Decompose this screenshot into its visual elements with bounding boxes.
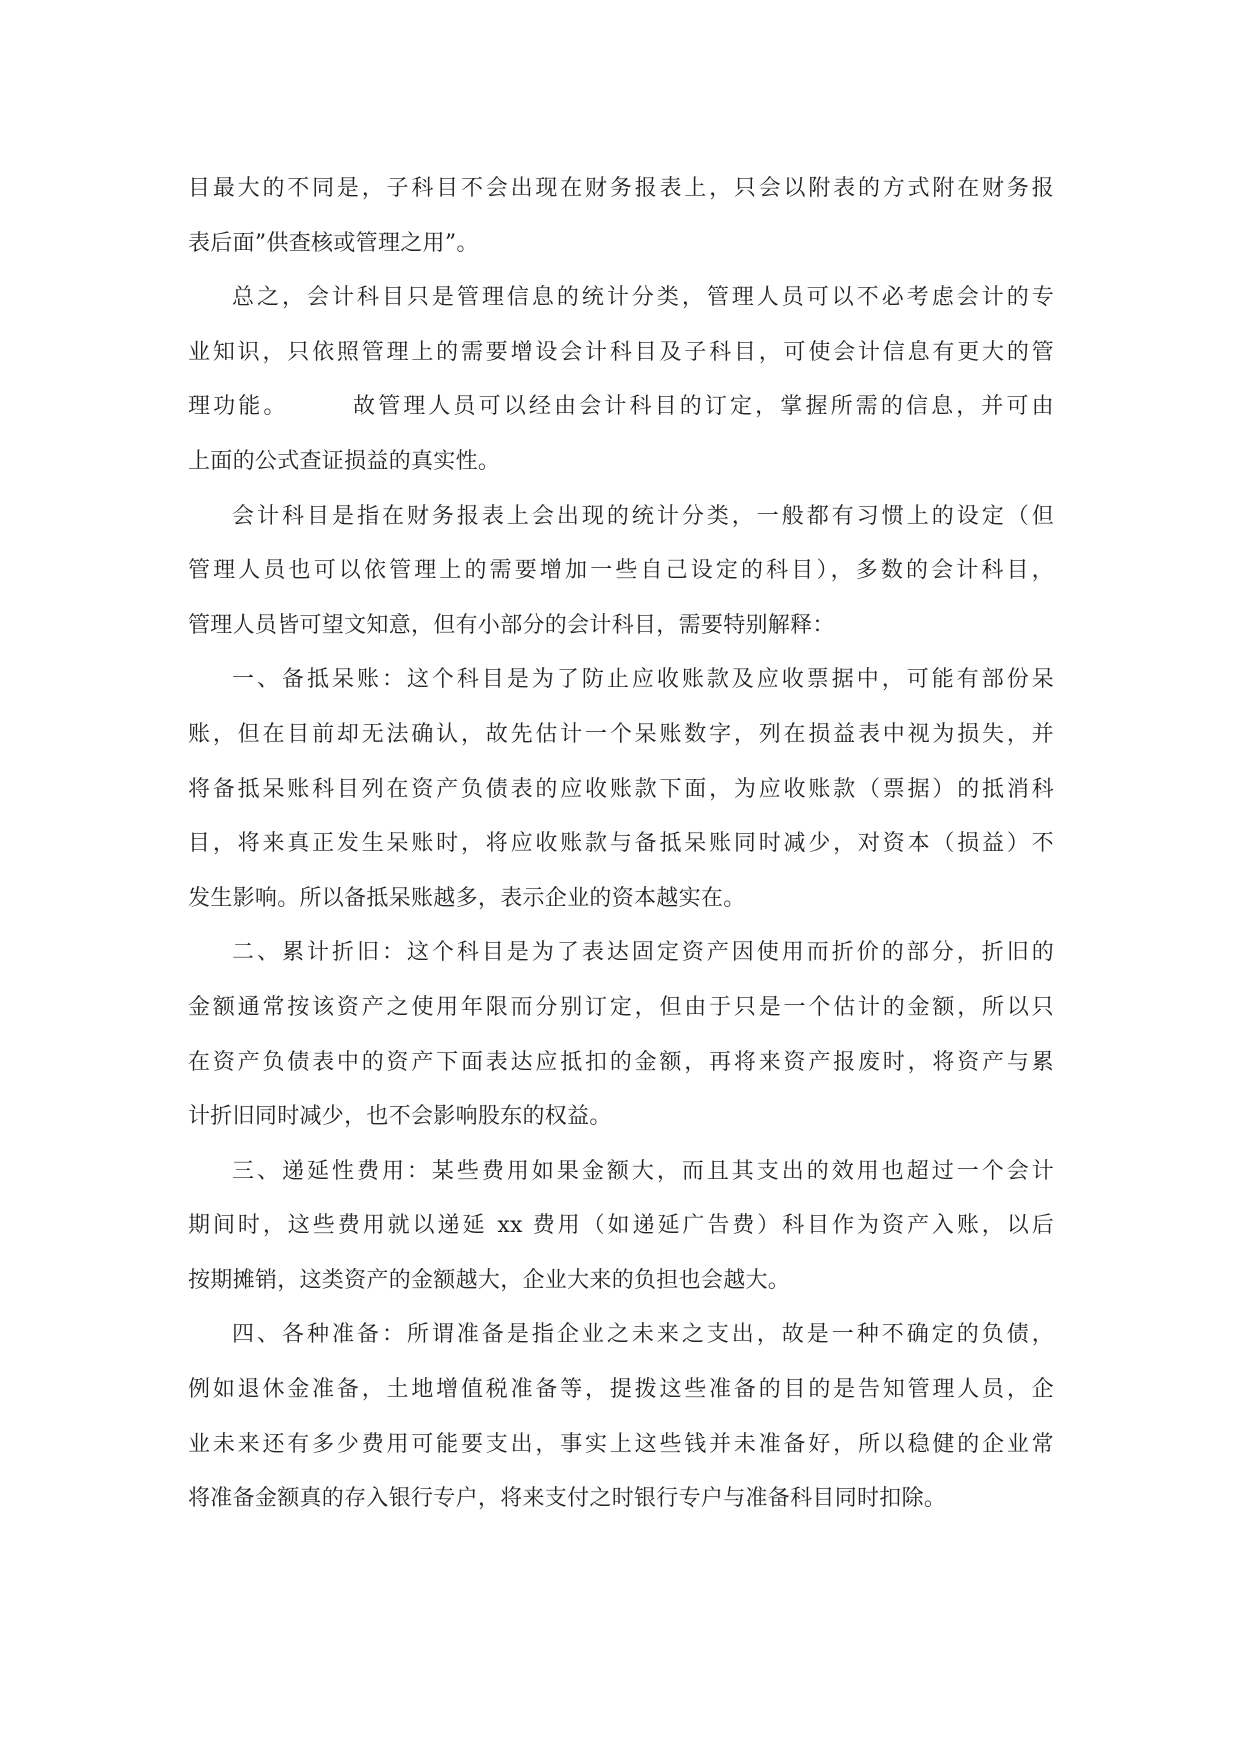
- paragraph-allowance-bad-debts: [188, 653, 1054, 926]
- paragraph-deferred-expenses: [188, 1145, 1054, 1309]
- text-line: 三、递延性费用：某些费用如果金额大，而且其支出的效用也超过一个会计: [232, 1158, 1054, 1184]
- paragraph-reserves: [188, 1308, 1054, 1526]
- text-line: 账，但在目前却无法确认，故先估计一个呆账数字，列在损益表中视为损失，并: [188, 721, 1054, 747]
- document-body: [188, 162, 1054, 1527]
- text-line: 管理人员也可以依管理上的需要增加一些自己设定的科目），多数的会计科目，: [188, 558, 1054, 584]
- text-line: 按期摊销，这类资产的金额越大，企业大来的负担也会越大。: [188, 1267, 791, 1293]
- text-line: 目，将来真正发生呆账时，将应收账款与备抵呆账同时减少，对资本（损益）不: [188, 831, 1054, 857]
- text-line: 目最大的不同是，子科目不会出现在财务报表上，只会以附表的方式附在财务报: [188, 176, 1054, 201]
- text-line: 会计科目是指在财务报表上会出现的统计分类，一般都有习惯上的设定（但: [232, 503, 1054, 529]
- text-line: 管理人员皆可望文知意，但有小部分的会计科目，需要特别解释：: [188, 612, 835, 638]
- text-line: 业未来还有多少费用可能要支出，事实上这些钱并未准备好，所以稳健的企业常: [188, 1431, 1054, 1457]
- text-line: 在资产负债表中的资产下面表达应抵扣的金额，再将来资产报废时，将资产与累: [188, 1049, 1054, 1075]
- text-line: 期间时，这些费用就以递延 xx 费用（如递延广告费）科目作为资产入账，以后: [188, 1213, 1054, 1239]
- text-line: 理功能。 故管理人员可以经由会计科目的订定，掌握所需的信息，并可由: [188, 394, 1054, 420]
- paragraph-1: [188, 162, 1054, 271]
- text-line: 总之，会计科目只是管理信息的统计分类，管理人员可以不必考虑会计的专: [232, 285, 1054, 311]
- text-line: 金额通常按该资产之使用年限而分别订定，但由于只是一个估计的金额，所以只: [188, 994, 1054, 1020]
- text-line: 二、累计折旧：这个科目是为了表达固定资产因使用而折价的部分，折旧的: [232, 940, 1054, 966]
- text-line: 表后面”供查核或管理之用”。: [188, 230, 479, 256]
- text-line: 四、各种准备：所谓准备是指企业之未来之支出，故是一种不确定的负债，: [232, 1322, 1054, 1348]
- text-line: 例如退休金准备，土地增值税准备等，提拨这些准备的目的是告知管理人员，企: [188, 1377, 1054, 1403]
- paragraph-2: [188, 271, 1054, 489]
- text-line: 上面的公式查证损益的真实性。: [188, 448, 501, 474]
- text-line: 将备抵呆账科目列在资产负债表的应收账款下面，为应收账款（票据）的抵消科: [188, 776, 1054, 802]
- text-line: 一、备抵呆账：这个科目是为了防止应收账款及应收票据中，可能有部份呆: [232, 667, 1054, 693]
- text-line: 发生影响。所以备抵呆账越多，表示企业的资本越实在。: [188, 885, 746, 911]
- text-line: 计折旧同时减少，也不会影响股东的权益。: [188, 1104, 612, 1130]
- text-line: 将准备金额真的存入银行专户，将来支付之时银行专户与准备科目同时扣除。: [188, 1486, 947, 1512]
- paragraph-3: [188, 490, 1054, 654]
- paragraph-accumulated-depreciation: [188, 926, 1054, 1144]
- text-line: 业知识，只依照管理上的需要增设会计科目及子科目，可使会计信息有更大的管: [188, 339, 1054, 365]
